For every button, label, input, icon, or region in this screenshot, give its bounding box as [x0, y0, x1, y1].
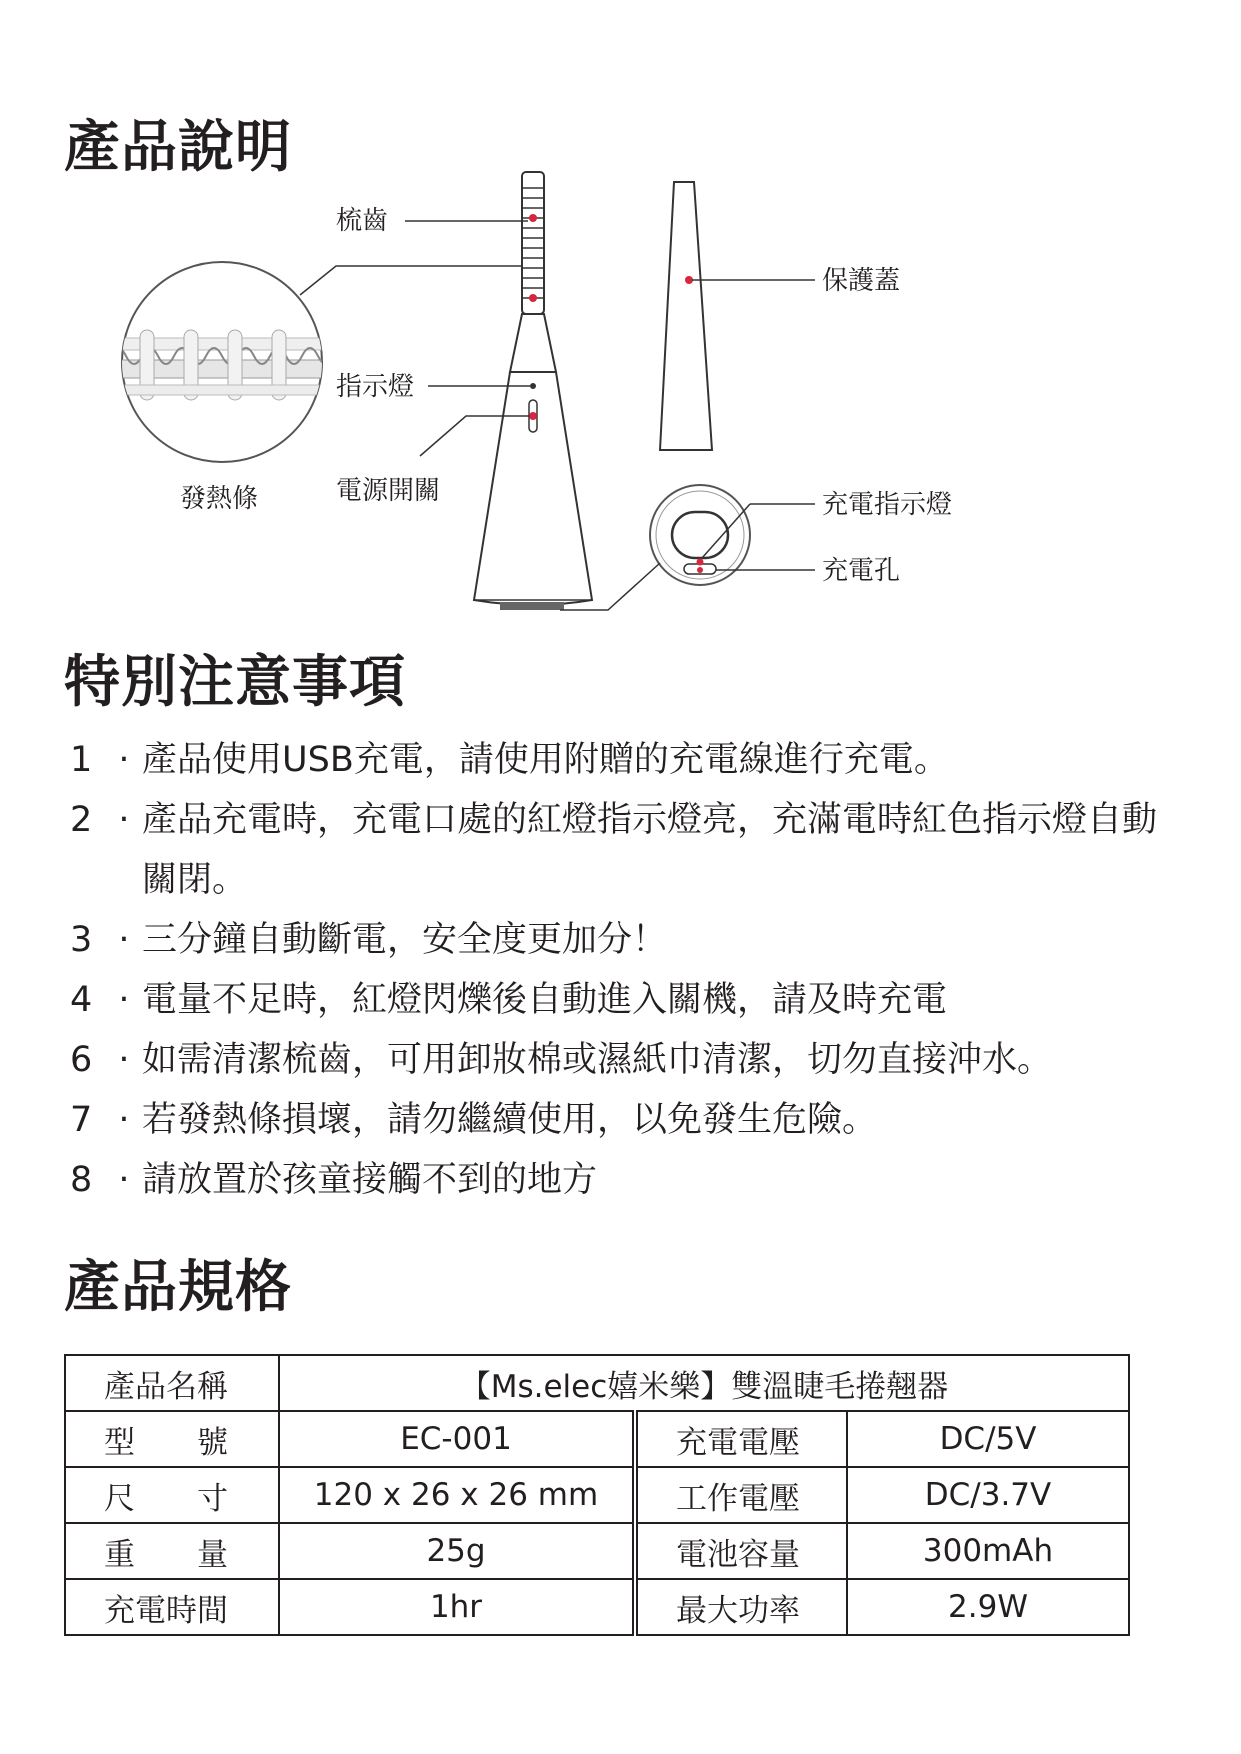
spec-label: 型 號 — [65, 1411, 279, 1467]
spec-value: EC-001 — [279, 1411, 635, 1467]
table-row — [65, 1579, 1129, 1635]
label-charge-port: 充電孔 — [822, 556, 901, 586]
label-heating-strip: 發熱條 — [180, 484, 259, 514]
label-cover: 保護蓋 — [822, 266, 901, 296]
description-title: 產品說明 — [64, 115, 292, 180]
spec-value: 1hr — [279, 1579, 635, 1635]
note-item: 4 · 電量不足時，紅燈閃爍後自動進入關機，請及時充電 — [70, 980, 948, 1020]
comb-marker — [529, 214, 537, 222]
switch-marker — [529, 412, 537, 420]
protective-cover — [660, 182, 815, 450]
indicator-marker — [530, 383, 536, 389]
spec-label: 最大功率 — [635, 1579, 847, 1635]
table-row — [65, 1411, 1129, 1467]
table-row — [65, 1355, 1129, 1411]
spec-value: 120 x 26 x 26 mm — [279, 1467, 635, 1523]
curler-body — [474, 172, 592, 610]
spec-label: 充電時間 — [65, 1579, 279, 1635]
spec-label: 重 量 — [65, 1523, 279, 1579]
specs-title: 產品規格 — [64, 1255, 292, 1320]
note-item: 6 · 如需清潔梳齒，可用卸妝棉或濕紙巾清潔，切勿直接沖水。 — [70, 1040, 1053, 1080]
spec-label: 電池容量 — [635, 1523, 847, 1579]
spec-value: 25g — [279, 1523, 635, 1579]
notes-list — [70, 730, 1170, 1210]
note-item: 2 · 產品充電時，充電口處的紅燈指示燈亮，充滿電時紅色指示燈自動關閉。 — [70, 800, 1158, 900]
note-item: 7 · 若發熱條損壞，請勿繼續使用，以免發生危險。 — [70, 1100, 878, 1140]
spec-label: 工作電壓 — [635, 1467, 847, 1523]
heating-strip-zoom — [110, 262, 340, 462]
spec-label: 尺 寸 — [65, 1467, 279, 1523]
spec-label: 產品名稱 — [65, 1355, 279, 1411]
notes-title: 特別注意事項 — [64, 650, 406, 715]
note-item: 3 · 三分鐘自動斷電，安全度更加分！ — [70, 920, 668, 960]
heat-marker — [529, 294, 537, 302]
spec-table — [64, 1354, 1130, 1636]
spec-value: DC/3.7V — [847, 1467, 1129, 1523]
label-comb: 梳齒 — [336, 206, 389, 236]
note-item: 1 · 產品使用USB充電，請使用附贈的充電線進行充電。 — [70, 740, 949, 780]
base-bottom-view — [650, 485, 815, 585]
label-power-switch: 電源開關 — [336, 476, 441, 506]
table-row — [65, 1523, 1129, 1579]
label-indicator: 指示燈 — [336, 372, 415, 402]
spec-value: DC/5V — [847, 1411, 1129, 1467]
spec-value: 300mAh — [847, 1523, 1129, 1579]
table-row — [65, 1467, 1129, 1523]
diagram-drawing — [0, 160, 1241, 630]
spec-value: 【Ms.elec嬉米樂】雙溫睫毛捲翹器 — [279, 1355, 1129, 1411]
product-diagram — [0, 160, 1241, 630]
spec-value: 2.9W — [847, 1579, 1129, 1635]
spec-label: 充電電壓 — [635, 1411, 847, 1467]
note-item: 8 · 請放置於孩童接觸不到的地方 — [70, 1160, 598, 1200]
label-charge-indicator: 充電指示燈 — [822, 490, 953, 520]
